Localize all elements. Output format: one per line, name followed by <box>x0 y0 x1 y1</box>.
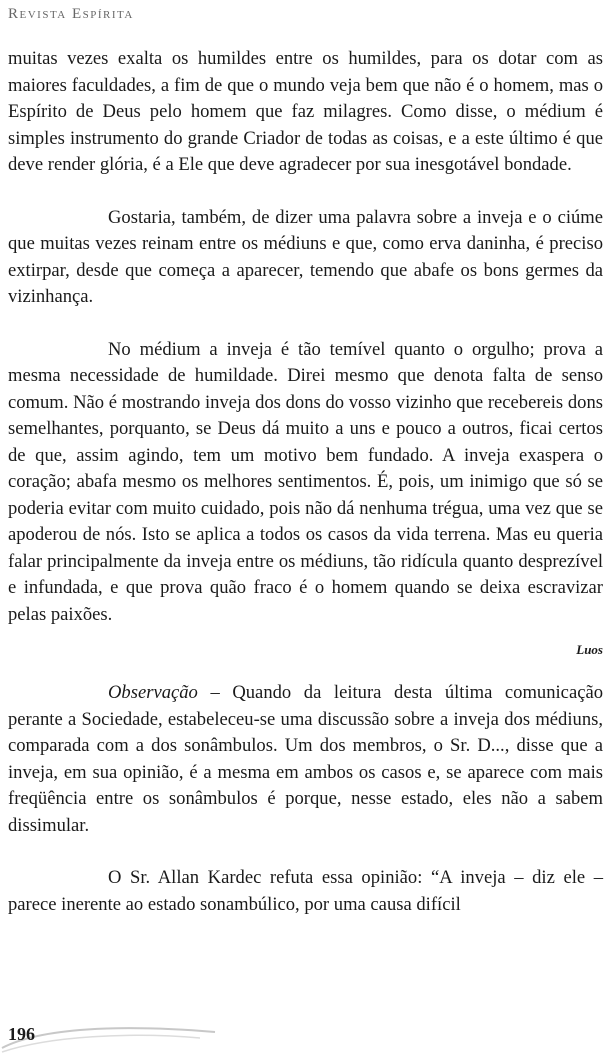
paragraph-1: muitas vezes exalta os humildes entre os humildes, para os dotar com as maiores faculdades, a fim de que o mundo veja bem que não é o homem, mas o Espírito de Deus pelo homem que faz milagres. Como disse, o médium é simples instrumento do grande Criador de todas as coisas, e a este último é que deve render glória, é a Ele que deve agradecer por sua inesgotável bondade. <box>8 48 603 175</box>
page-content <box>8 46 603 918</box>
paragraph-4 <box>8 680 603 839</box>
signature: Luos <box>576 642 603 657</box>
paragraph-5: O Sr. Allan Kardec refuta essa opinião: “A inveja – diz ele – parece inerente ao estado sonambúlico, por uma causa difícil <box>8 867 603 915</box>
observation-text: – Quando da leitura desta última comunicação perante a Sociedade, estabeleceu-se uma discussão sobre a inveja dos médiuns, comparada com a dos sonâmbulos. Um dos membros, o Sr. D..., disse que a inveja, em sua opinião, é a mesma em ambos os casos e, se aparece com mais freqüência entre os sonâmbulos é porque, nesse estado, eles não a sabem dissimular. <box>8 682 603 836</box>
paragraph-gap <box>8 311 603 337</box>
paragraph-gap <box>8 839 603 865</box>
paragraph-gap <box>8 179 603 205</box>
paragraph-3: No médium a inveja é tão temível quanto o orgulho; prova a mesma necessidade de humildade. Direi mesmo que denota falta de senso comum. Não é mostrando inveja dos dons do vosso vizinho que recebereis dons semelhantes, porquanto, se Deus dá muito a uns e pouco a outros, ficai certos de que, assim agindo, tem um motivo bem fundado. A inveja exaspera o coração; abafa mesmo os melhores sentimentos. É, pois, um inimigo que só se poderia evitar com muito cuidado, pois não dá nenhuma trégua, uma vez que se apoderou de nós. Isto se aplica a todos os casos da vida terrena. Mas eu queria falar principalmente da inveja entre os médiuns, tão ridícula quanto desprezível e infundada, e que prova quão fraco é o homem quando se deixa escravizar pelas paixões. <box>8 338 603 625</box>
observation-label: Observação <box>108 682 198 703</box>
page-number: 196 <box>8 1024 35 1044</box>
paragraph-2: Gostaria, também, de dizer uma palavra sobre a inveja e o ciúme que muitas vezes reinam entre os médiuns e que, como erva daninha, é preciso extirpar, desde que começa a aparecer, temendo que abafe os bons germes da vizinhança. <box>8 206 603 307</box>
running-head: Revista Espírita <box>8 6 134 22</box>
